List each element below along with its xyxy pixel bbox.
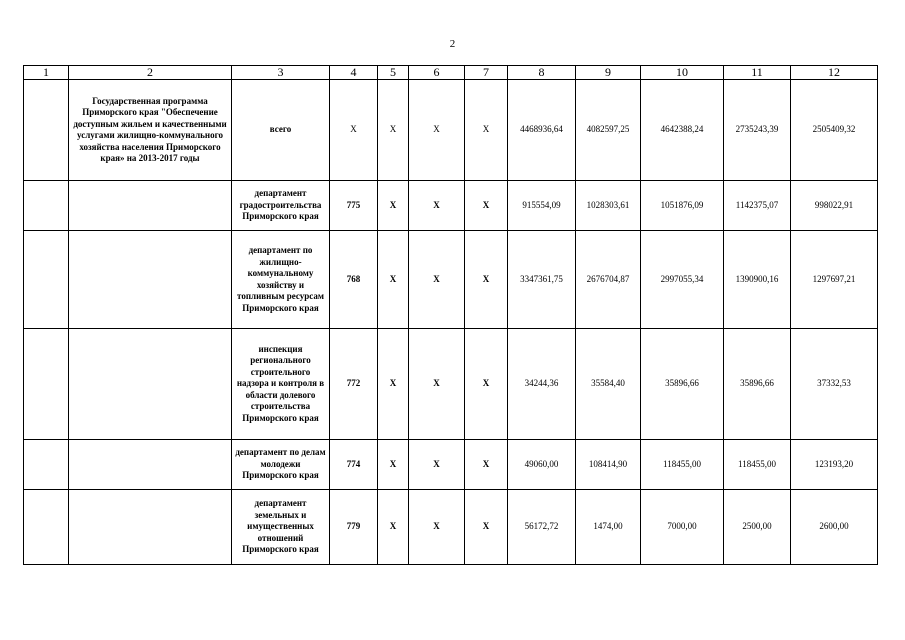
amount-cell: 108414,90 (576, 440, 641, 490)
mark-cell: X (409, 80, 465, 181)
amount-cell: 1051876,09 (641, 181, 724, 231)
mark-cell: X (409, 490, 465, 565)
table-row (24, 440, 878, 490)
amount-cell: 35896,66 (724, 329, 791, 440)
amount-cell: 2600,00 (791, 490, 878, 565)
table-row (24, 231, 878, 329)
amount-cell: 2505409,32 (791, 80, 878, 181)
mark-cell: X (378, 440, 409, 490)
column-header: 3 (232, 66, 330, 80)
program-name-cell: Государственная программа Приморского края "Обеспечение доступным жильем и качественными услугами жилищно-коммунального хозяйства населения Приморского края» на 2013-2017 годы (69, 80, 232, 181)
mark-cell: X (465, 490, 508, 565)
program-name-cell (69, 231, 232, 329)
mark-cell: X (409, 329, 465, 440)
mark-cell: X (378, 181, 409, 231)
row-number-cell (24, 231, 69, 329)
column-header: 12 (791, 66, 878, 80)
mark-cell: X (378, 80, 409, 181)
amount-cell: 4468936,64 (508, 80, 576, 181)
mark-cell: X (465, 231, 508, 329)
program-name-cell (69, 490, 232, 565)
table-row (24, 181, 878, 231)
program-name-cell (69, 181, 232, 231)
amount-cell: 56172,72 (508, 490, 576, 565)
column-header: 2 (69, 66, 232, 80)
mark-cell: X (409, 440, 465, 490)
amount-cell: 1028303,61 (576, 181, 641, 231)
amount-cell: 49060,00 (508, 440, 576, 490)
amount-cell: 37332,53 (791, 329, 878, 440)
column-header: 1 (24, 66, 69, 80)
column-header: 11 (724, 66, 791, 80)
executor-cell: всего (232, 80, 330, 181)
amount-cell: 4642388,24 (641, 80, 724, 181)
amount-cell: 2676704,87 (576, 231, 641, 329)
code-cell: 779 (330, 490, 378, 565)
amount-cell: 1297697,21 (791, 231, 878, 329)
column-number-row (24, 66, 878, 80)
row-number-cell (24, 490, 69, 565)
mark-cell: X (378, 231, 409, 329)
executor-cell: департамент по делам молодежи Приморского края (232, 440, 330, 490)
column-header: 6 (409, 66, 465, 80)
column-header: 8 (508, 66, 576, 80)
executor-cell: инспекция регионального строительного надзора и контроля в области долевого строительства Приморского края (232, 329, 330, 440)
mark-cell: X (465, 80, 508, 181)
mark-cell: X (409, 181, 465, 231)
amount-cell: 118455,00 (724, 440, 791, 490)
amount-cell: 123193,20 (791, 440, 878, 490)
amount-cell: 1390900,16 (724, 231, 791, 329)
amount-cell: 35896,66 (641, 329, 724, 440)
executor-cell: департамент земельных и имущественных отношений Приморского края (232, 490, 330, 565)
code-cell: 768 (330, 231, 378, 329)
program-name-cell (69, 440, 232, 490)
mark-cell: X (465, 181, 508, 231)
amount-cell: 998022,91 (791, 181, 878, 231)
amount-cell: 3347361,75 (508, 231, 576, 329)
amount-cell: 915554,09 (508, 181, 576, 231)
mark-cell: X (465, 440, 508, 490)
amount-cell: 2500,00 (724, 490, 791, 565)
amount-cell: 2735243,39 (724, 80, 791, 181)
code-cell: 775 (330, 181, 378, 231)
amount-cell: 34244,36 (508, 329, 576, 440)
row-number-cell (24, 329, 69, 440)
code-cell: X (330, 80, 378, 181)
code-cell: 772 (330, 329, 378, 440)
table-row (24, 329, 878, 440)
amount-cell: 1142375,07 (724, 181, 791, 231)
program-name-cell (69, 329, 232, 440)
amount-cell: 35584,40 (576, 329, 641, 440)
column-header: 4 (330, 66, 378, 80)
table-row (24, 490, 878, 565)
executor-cell: департамент по жилищно-коммунальному хозяйству и топливным ресурсам Приморского края (232, 231, 330, 329)
column-header: 5 (378, 66, 409, 80)
amount-cell: 4082597,25 (576, 80, 641, 181)
mark-cell: X (465, 329, 508, 440)
code-cell: 774 (330, 440, 378, 490)
page-number: 2 (449, 38, 456, 50)
column-header: 7 (465, 66, 508, 80)
mark-cell: X (378, 329, 409, 440)
amount-cell: 1474,00 (576, 490, 641, 565)
amount-cell: 7000,00 (641, 490, 724, 565)
table-row (24, 80, 878, 181)
column-header: 9 (576, 66, 641, 80)
row-number-cell (24, 181, 69, 231)
column-header: 10 (641, 66, 724, 80)
mark-cell: X (378, 490, 409, 565)
amount-cell: 118455,00 (641, 440, 724, 490)
mark-cell: X (409, 231, 465, 329)
executor-cell: департамент градостроительства Приморского края (232, 181, 330, 231)
row-number-cell (24, 440, 69, 490)
row-number-cell (24, 80, 69, 181)
budget-table (23, 65, 878, 565)
amount-cell: 2997055,34 (641, 231, 724, 329)
